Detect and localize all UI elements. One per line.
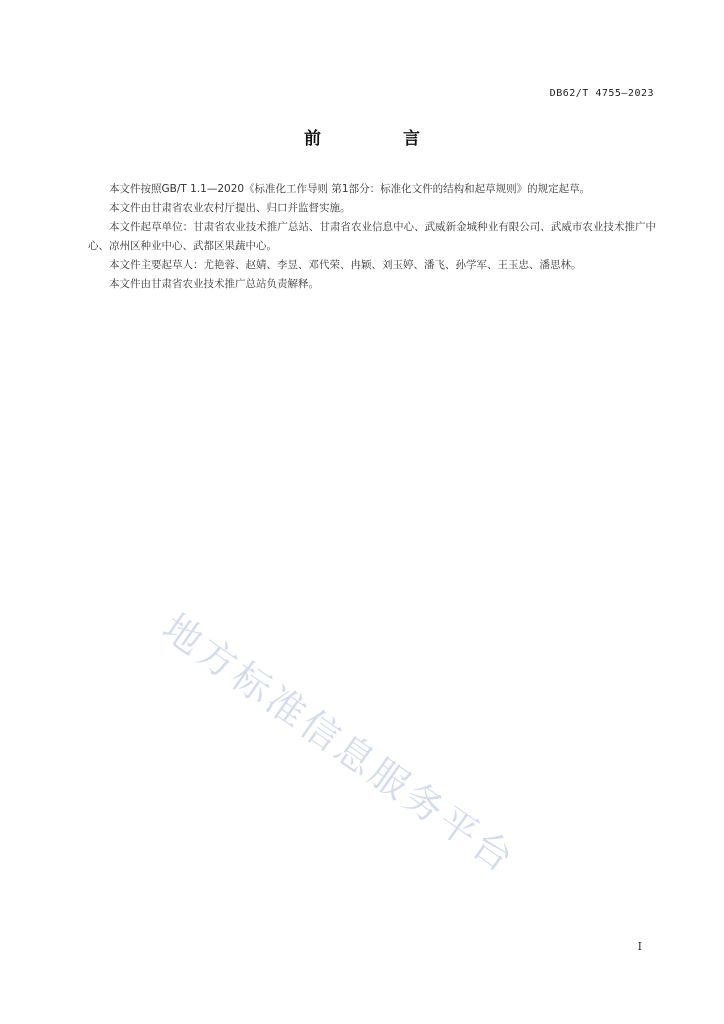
preface-paragraph-interpretation: 本文件由甘肃省农业技术推广总站负责解释。 <box>109 278 319 290</box>
preface-paragraph-proposer: 本文件由甘肃省农业农村厅提出、归口并监督实施。 <box>109 202 351 214</box>
preface-paragraph-drafting-units: 本文件起草单位：甘肃省农业技术推广总站、甘肃省农业信息中心、武威新金城种业有限公司、武威市农业技术推广中心、凉州区种业中心、武都区果蔬中心。 <box>88 221 656 252</box>
standard-code: DB62/T 4755—2023 <box>549 88 654 99</box>
preface-paragraph-drafters: 本文件主要起草人：尤艳蓉、赵婧、李昱、邓代荣、冉颖、刘玉婷、潘飞、孙学军、王玉忠、潘思林。 <box>109 259 582 271</box>
page-number: I <box>637 940 642 953</box>
preface-body <box>88 180 656 294</box>
preface-paragraph-drafting-rule: 本文件按照GB/T 1.1—2020《标准化工作导则 第1部分：标准化文件的结构和起草规则》的规定起草。 <box>109 183 591 195</box>
page-title: 前 言 <box>304 129 458 149</box>
watermark: 地方标准信息服务平台 <box>154 605 524 883</box>
